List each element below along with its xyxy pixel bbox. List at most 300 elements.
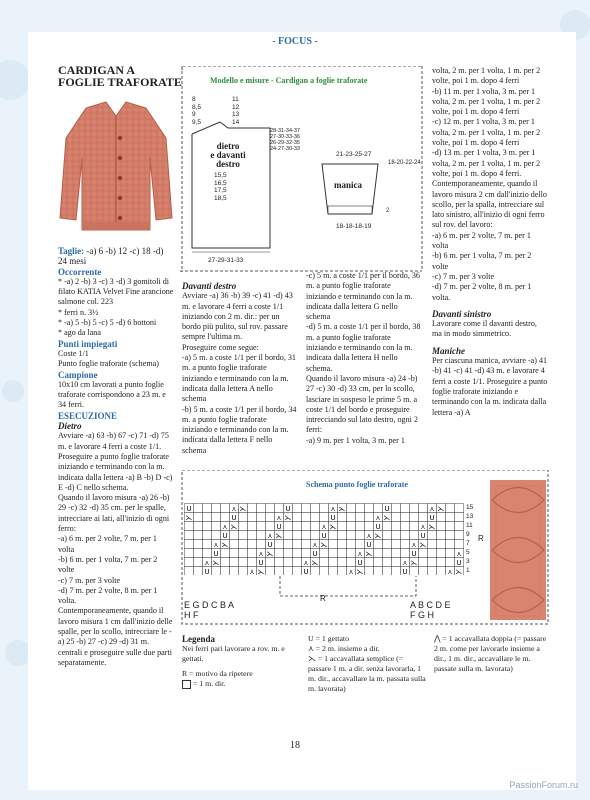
chart-cell	[428, 531, 437, 540]
chart-cell	[419, 558, 428, 567]
chart-cell	[248, 540, 257, 549]
chart-cell	[293, 522, 302, 531]
chart-cell	[239, 558, 248, 567]
repeat-bracket	[184, 576, 466, 598]
chart-cell	[302, 522, 311, 531]
chart-cell	[248, 531, 257, 540]
chart-cell	[302, 504, 311, 513]
chart-cell	[230, 531, 239, 540]
chart-cell	[365, 567, 374, 576]
chart-symbol: U	[321, 532, 327, 540]
chart-cell	[311, 522, 320, 531]
chart-cell	[383, 549, 392, 558]
chart-cell	[383, 522, 392, 531]
chart-cell	[383, 558, 392, 567]
chart-symbol: ⋋	[221, 541, 229, 549]
dietro-list-item: -d) 7 m. per 2 volte, 8 m. per 1 volta.	[58, 585, 158, 606]
sleeve-cuff-measure: 2	[386, 208, 390, 214]
chart-symbol: U	[285, 505, 291, 513]
chart-symbol: ⋋	[329, 523, 337, 531]
chart-symbol: ⋏	[456, 550, 462, 558]
chart-symbol: ⋏	[330, 505, 336, 513]
chart-cell	[275, 558, 284, 567]
chart-cell	[239, 513, 248, 522]
chart-cell	[392, 513, 401, 522]
chart-cell	[347, 549, 356, 558]
chart-symbol: ⋋	[275, 532, 283, 540]
chart-cell	[410, 513, 419, 522]
chart-cell	[437, 513, 446, 522]
taglie-text: -a) 6 -b) 12 -c) 18 -d) 24 mesi	[58, 246, 164, 267]
chart-cell	[401, 549, 410, 558]
left-column	[58, 246, 174, 668]
chart-symbol: U	[384, 505, 390, 513]
legend-note: Nei ferri pari lavorare a rov. m. e gettati.	[182, 644, 285, 663]
chart-cell	[410, 504, 419, 513]
chart-cell	[374, 504, 383, 513]
row-numbers: 15 13 11 9 7 5 3 1	[466, 504, 474, 574]
chart-symbol: U	[420, 532, 426, 540]
chart-cell	[446, 522, 455, 531]
occorrente-item: * ago da lana	[58, 328, 101, 338]
instruction-text: Per ciascuna manica, avviare -a) 41 -b) 41 -c) 41 -d) 43 m. e lavorare 4 ferri a coste 1/1. Proseguire a punto foglie traforate iniziando e terminando con la m. indicata dalla lettera -a) A	[432, 356, 548, 417]
instruction-text: -d) 5 m. a coste 1/1 per il bordo, 38 m. a punto foglie traforate iniziando e terminando con la m. indicata dalla lettera H nello schema.	[306, 322, 421, 373]
chart-cell	[257, 513, 266, 522]
chart-cell	[437, 531, 446, 540]
chart-cell	[275, 549, 284, 558]
chart-cell	[356, 531, 365, 540]
chart-symbol: U	[303, 568, 309, 575]
chart-cell	[338, 540, 347, 549]
chart-cell	[356, 540, 365, 549]
chart-cell	[194, 567, 203, 576]
right-size-letters: A B C D E F G H	[410, 600, 451, 620]
chart-cell	[383, 531, 392, 540]
chart-cell	[221, 549, 230, 558]
chart-cell	[455, 513, 464, 522]
chart-symbol: ⋋	[230, 523, 238, 531]
chart-cell	[293, 513, 302, 522]
chart-cell	[248, 549, 257, 558]
chart-cell	[239, 549, 248, 558]
sleeve-label: manica	[334, 180, 362, 190]
instruction-text: -d) 7 m. per 2 volte, 8 m. per 1 volta.	[432, 282, 532, 302]
chart-cell	[374, 558, 383, 567]
background-decoration	[2, 380, 24, 402]
instruction-text: -b) 11 m. per 1 volta, 3 m. per 1 volta, 2 m. per 1 volta, 1 m. per 2 volte, poi 1 m. dopo 4 ferri	[432, 86, 541, 117]
chart-symbol: ⋋	[212, 559, 220, 567]
chart-cell	[311, 513, 320, 522]
measurement-diagram	[180, 66, 424, 272]
chart-cell	[293, 558, 302, 567]
legend-item: ⋏ = 2 m. insieme a dir.	[308, 644, 380, 653]
chart-cell	[320, 567, 329, 576]
chart-cell	[221, 558, 230, 567]
chart-cell	[248, 558, 257, 567]
chart-symbol: ⋏	[411, 541, 417, 549]
dietro-heading: Dietro	[58, 421, 82, 432]
diagram-shoulder-right: 11 12 13 14	[232, 96, 240, 126]
chart-cell	[248, 504, 257, 513]
chart-cell	[221, 567, 230, 576]
chart-cell	[203, 549, 212, 558]
chart-cell	[392, 549, 401, 558]
instruction-text: Proseguire come segue:	[182, 342, 259, 352]
davanti-sinistro-heading: Davanti sinistro	[432, 308, 492, 319]
dietro-text: Quando il lavoro misura -a) 26 -b) 29 -c) 32 -d) 35 cm. per le spalle, intrecciare ai lati, all'inizio di ogni ferro:	[58, 493, 170, 534]
chart-symbol: U	[213, 550, 219, 558]
chart-cell	[428, 549, 437, 558]
repeat-label-bottom: R	[320, 594, 326, 603]
chart-cell	[446, 540, 455, 549]
instruction-text: -b) 5 m. a coste 1/1 per il bordo, 34 m. a punto foglie traforate iniziando e terminando con la m. indicata dalla lettera F nello schema	[182, 404, 297, 455]
chart-cell	[365, 504, 374, 513]
chart-cell	[185, 531, 194, 540]
chart-symbol: ⋋	[437, 505, 445, 513]
chart-cell	[347, 531, 356, 540]
chart-cell	[374, 549, 383, 558]
chart-symbol: ⋏	[258, 550, 264, 558]
chart-cell	[230, 558, 239, 567]
chart-cell	[401, 504, 410, 513]
chart-cell	[365, 522, 374, 531]
chart-symbol: ⋋	[383, 514, 391, 522]
repeat-label-right: R	[478, 534, 484, 543]
chart-cell	[284, 558, 293, 567]
chart-symbol: ⋏	[420, 523, 426, 531]
chart-cell	[212, 531, 221, 540]
legend-item: U = 1 gettato	[308, 634, 349, 643]
chart-cell	[266, 522, 275, 531]
chart-cell	[437, 549, 446, 558]
campione-text: 10x10 cm lavorati a punto foglie traforate corrispondono a 23 m. e 34 ferri.	[58, 379, 166, 410]
chart-cell	[194, 549, 203, 558]
chart-symbol: U	[357, 559, 363, 567]
punti-item: Punto foglie traforate (schema)	[58, 359, 159, 369]
chart-symbol: U	[456, 559, 462, 567]
chart-symbol: ⋋	[410, 559, 418, 567]
chart-cell	[374, 567, 383, 576]
chart-symbol: U	[366, 541, 372, 549]
chart-symbol: U	[204, 568, 210, 575]
chart-cell	[248, 513, 257, 522]
instruction-text: Avviare -a) 36 -b) 39 -c) 41 -d) 43 m. e lavorare 4 ferri a coste 1/1 iniziando con 2 m. dir.: per un bordo più pulito, sul rov. passare sempre l'ultima m.	[182, 291, 293, 342]
stitch-chart-grid	[184, 503, 466, 575]
chart-title: Schema punto foglie traforate	[306, 480, 408, 489]
column-davanti-destro	[182, 281, 298, 456]
chart-cell	[266, 504, 275, 513]
chart-cell	[230, 567, 239, 576]
instruction-text: -a) 5 m. a coste 1/1 per il bordo, 31 m. a punto foglie traforate iniziando e terminando con la m. indicata dalla lettera A nello schema	[182, 353, 296, 404]
chart-cell	[311, 567, 320, 576]
chart-cell	[239, 531, 248, 540]
chart-symbol: ⋋	[266, 550, 274, 558]
chart-cell	[455, 531, 464, 540]
chart-symbol: ⋋	[365, 550, 373, 558]
chart-cell	[428, 567, 437, 576]
watermark: PassionForum.ru	[509, 780, 578, 790]
legend-column-2	[308, 634, 426, 694]
chart-cell	[419, 567, 428, 576]
chart-symbol: ⋏	[429, 505, 435, 513]
chart-symbol: ⋏	[366, 532, 372, 540]
chart-cell	[194, 504, 203, 513]
diagram-shoulder-left: 8 8,5 9 9,5	[192, 96, 202, 126]
chart-cell	[446, 513, 455, 522]
chart-cell	[329, 540, 338, 549]
chart-cell	[347, 522, 356, 531]
chart-symbol: ⋏	[357, 550, 363, 558]
chart-cell	[347, 558, 356, 567]
instruction-text: Contemporaneamente, quando il lavoro misura 2 cm dall'inizio dello scollo, per la spalla, intrecciare sul lato sinistro, all'inizio di ogni ferro sul rov. del lavoro:	[432, 179, 547, 230]
chart-cell	[257, 522, 266, 531]
chart-symbol: ⋋	[239, 505, 247, 513]
occorrente-heading: Occorrente	[58, 266, 102, 277]
campione-heading: Campione	[58, 369, 98, 380]
chart-cell	[266, 558, 275, 567]
chart-cell	[203, 522, 212, 531]
chart-symbol: ⋋	[311, 559, 319, 567]
column-3	[306, 271, 422, 446]
chart-cell	[185, 549, 194, 558]
instruction-text: -c) 7 m. per 3 volte	[432, 271, 495, 281]
chart-cell	[266, 567, 275, 576]
chart-cell	[446, 504, 455, 513]
chart-cell	[257, 531, 266, 540]
chart-cell	[212, 522, 221, 531]
column-4	[432, 66, 548, 418]
diagram-body-numbers: 15,5 16,5 17,5 18,5	[214, 172, 227, 202]
diagram-body-label: dietro e davanti destro	[210, 141, 246, 169]
chart-cell	[293, 531, 302, 540]
chart-cell	[320, 549, 329, 558]
chart-cell	[194, 522, 203, 531]
chart-cell	[446, 531, 455, 540]
legend-column-3	[434, 634, 550, 674]
diagram-bottom-measure: 27-29-31-33	[208, 257, 244, 264]
chart-symbol: ⋋	[320, 541, 328, 549]
left-size-letters: E G D C B A H F	[184, 600, 235, 620]
chart-cell	[410, 531, 419, 540]
chart-cell	[329, 549, 338, 558]
chart-cell	[356, 513, 365, 522]
chart-cell	[329, 567, 338, 576]
chart-cell	[392, 504, 401, 513]
chart-cell	[293, 567, 302, 576]
chart-symbol: ⋏	[222, 523, 228, 531]
dietro-list-item: -b) 6 m. per 1 volta, 7 m. per 2 volte	[58, 554, 158, 575]
instruction-text: -c) 12 m. per 1 volta, 3 m. per 1 volta, 2 m. per 1 volta, 1 m. per 2 volte, poi 1 m. dopo 4 ferri	[432, 117, 541, 148]
chart-symbol: ⋏	[276, 514, 282, 522]
chart-symbol: ⋏	[402, 559, 408, 567]
chart-cell	[383, 567, 392, 576]
chart-symbol: U	[411, 550, 417, 558]
legend-heading: Legenda	[182, 634, 216, 644]
occorrente-item: * ferri n. 3½	[58, 307, 99, 317]
chart-cell	[392, 558, 401, 567]
chart-cell	[203, 531, 212, 540]
chart-symbol: ⋋	[284, 514, 292, 522]
chart-cell	[401, 540, 410, 549]
chart-symbol: ⋏	[267, 532, 273, 540]
chart-cell	[338, 549, 347, 558]
chart-cell	[356, 522, 365, 531]
chart-symbol: ⋏	[348, 568, 354, 575]
chart-cell	[338, 558, 347, 567]
chart-cell	[266, 513, 275, 522]
chart-cell	[293, 504, 302, 513]
chart-cell	[329, 531, 338, 540]
chart-cell	[419, 513, 428, 522]
legend-item: ⋋ = 1 accavallata semplice (= passare 1 m. a dir. senza lavorarla, 1 m. dir., accavallare la m. passata sulla m. lavorata)	[308, 654, 426, 693]
chart-cell	[320, 513, 329, 522]
chart-cell	[284, 540, 293, 549]
chart-symbol: ⋏	[303, 559, 309, 567]
chart-symbol: ⋋	[356, 568, 364, 575]
chart-symbol: U	[429, 514, 435, 522]
cardigan-photo	[58, 98, 174, 236]
chart-cell	[203, 540, 212, 549]
sleeve-top-measure: 21-23-25-27	[336, 151, 372, 158]
chart-symbol: ⋏	[312, 541, 318, 549]
legend-column-1	[182, 634, 298, 689]
chart-cell	[293, 549, 302, 558]
chart-cell	[329, 558, 338, 567]
instruction-text: -c) 5 m. a coste 1/1 per il bordo, 36 m. a punto foglie traforate iniziando e terminando con la m. indicata dalla lettera G nello schema	[306, 271, 420, 322]
chart-cell	[212, 567, 221, 576]
chart-cell	[455, 540, 464, 549]
chart-cell	[374, 540, 383, 549]
chart-cell	[275, 504, 284, 513]
chart-symbol: U	[276, 523, 282, 531]
taglie-label: Taglie:	[58, 246, 85, 256]
chart-symbol: U	[222, 532, 228, 540]
chart-symbol: U	[375, 523, 381, 531]
chart-cell	[230, 549, 239, 558]
chart-cell	[194, 540, 203, 549]
davanti-destro-heading: Davanti destro	[182, 281, 237, 291]
chart-symbol: ⋋	[257, 568, 265, 575]
chart-symbol: ⋏	[231, 505, 237, 513]
chart-cell	[185, 558, 194, 567]
instruction-text: Lavorare come il davanti destro, ma in modo simmetrico.	[432, 319, 537, 339]
chart-cell	[248, 522, 257, 531]
section-header: - FOCUS -	[272, 36, 318, 47]
chart-cell	[365, 558, 374, 567]
chart-cell	[320, 504, 329, 513]
maniche-heading: Maniche	[432, 345, 466, 356]
chart-cell	[392, 540, 401, 549]
chart-symbol: ⋏	[204, 559, 210, 567]
dietro-list-item: -c) 7 m. per 3 volte	[58, 575, 121, 585]
chart-symbol: U	[231, 514, 237, 522]
chart-cell	[320, 558, 329, 567]
dietro-text: Avviare -a) 63 -b) 67 -c) 71 -d) 75 m. e lavorare 4 ferri a coste 1/1. Proseguire a punto foglie traforate iniziando e terminando con la m. indicata dalla lettera -a) B -b) D -c) E -d) C nello schema.	[58, 431, 173, 492]
chart-cell	[311, 504, 320, 513]
chart-cell	[257, 540, 266, 549]
chart-cell	[347, 513, 356, 522]
sleeve-bottom-measure: 18-18-18-19	[336, 223, 372, 230]
chart-cell	[194, 531, 203, 540]
chart-cell	[455, 522, 464, 531]
chart-symbol: ⋏	[447, 568, 453, 575]
chart-cell	[284, 522, 293, 531]
chart-cell	[293, 540, 302, 549]
chart-cell	[446, 549, 455, 558]
legend-repeat: R = motivo da ripetere	[182, 669, 253, 678]
esecuzione-heading: ESECUZIONE	[58, 410, 118, 421]
chart-cell	[437, 567, 446, 576]
chart-cell	[185, 540, 194, 549]
chart-cell	[338, 522, 347, 531]
page-title: CARDIGAN A FOGLIE TRAFORATE	[58, 63, 182, 89]
chart-cell	[446, 558, 455, 567]
chart-symbol: U	[312, 550, 318, 558]
chart-cell	[338, 531, 347, 540]
chart-cell	[338, 513, 347, 522]
chart-symbol: ⋋	[374, 532, 382, 540]
chart-cell	[239, 522, 248, 531]
chart-cell	[347, 540, 356, 549]
chart-symbol: U	[330, 514, 336, 522]
chart-cell	[194, 513, 203, 522]
chart-symbol: ⋋	[185, 514, 193, 522]
instruction-text: Quando il lavoro misura -a) 24 -b) 27 -c) 30 -d) 33 cm, per lo scollo, lasciare in sospeso le prime 5 m. a coste 1/1 del bordo e proseguire intrecciando sul lato destro, ogni 2 ferri:	[306, 373, 418, 435]
chart-cell	[284, 567, 293, 576]
chart-cell	[203, 504, 212, 513]
chart-cell	[284, 549, 293, 558]
chart-symbol: U	[402, 568, 408, 575]
chart-cell	[365, 513, 374, 522]
knit-stitch-box-icon	[182, 680, 191, 689]
chart-symbol: U	[267, 541, 273, 549]
chart-cell	[428, 558, 437, 567]
chart-cell	[401, 531, 410, 540]
chart-cell	[392, 531, 401, 540]
chart-symbol: ⋏	[375, 514, 381, 522]
chart-cell	[311, 531, 320, 540]
sleeve-side-measure: 18-20-22-24	[388, 160, 421, 166]
chart-cell	[185, 522, 194, 531]
chart-cell	[410, 522, 419, 531]
chart-cell	[221, 513, 230, 522]
chart-cell	[455, 504, 464, 513]
chart-cell	[419, 504, 428, 513]
chart-symbol: ⋋	[419, 541, 427, 549]
chart-cell	[221, 504, 230, 513]
chart-symbol: ⋏	[249, 568, 255, 575]
chart-cell	[419, 549, 428, 558]
chart-cell	[383, 540, 392, 549]
occorrente-item: * -a) 5 -b) 5 -c) 5 -d) 6 bottoni	[58, 318, 157, 328]
dietro-list-item: -a) 6 m. per 2 volte, 7 m. per 1 volta	[58, 534, 157, 554]
chart-cell	[437, 558, 446, 567]
chart-cell	[428, 540, 437, 549]
chart-cell	[212, 504, 221, 513]
chart-cell	[239, 540, 248, 549]
instruction-text: -d) 13 m. per 1 volta, 3 m. per 1 volta, 2 m. per 1 volta, 1 m. per 2 volte, poi 1 m. dopo 4 ferri.	[432, 148, 541, 178]
diagram-title: Modello e misure - Cardigan a foglie traforate	[210, 76, 368, 85]
chart-cell	[401, 513, 410, 522]
chart-cell	[212, 513, 221, 522]
page-number: 18	[290, 740, 300, 751]
chart-cell	[338, 567, 347, 576]
background-decoration	[0, 60, 30, 100]
chart-cell	[302, 549, 311, 558]
chart-cell	[185, 567, 194, 576]
chart-symbol: ⋋	[428, 523, 436, 531]
chart-cell	[347, 504, 356, 513]
